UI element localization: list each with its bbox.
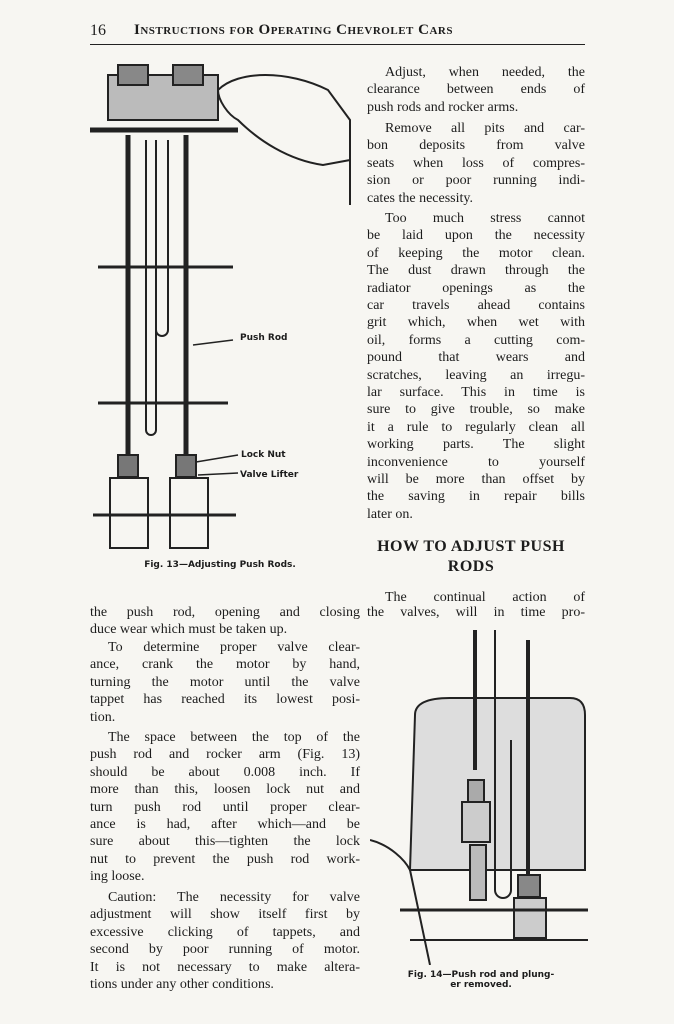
text-line: the valves, will in time pro- [367,605,585,620]
text-line: radiator openings as the [367,280,585,296]
text-line: it a rule to regularly clean all [367,419,585,435]
text-line: will be more than offset by [367,472,585,487]
text-line: sure to give trouble, so make [367,402,585,418]
text-line: seats when loss of compres- [367,155,585,171]
text-line: working parts. The slight [367,437,585,453]
figure-14-illustration [370,630,590,965]
figure-13-illustration [88,60,358,555]
text-line: turn push rod until proper clear- [90,799,360,815]
text-line: It is not necessary to make altera- [90,959,360,975]
text-line: tappet has reached its lowest posi- [90,692,360,708]
text-line: tion. [90,709,116,725]
text-line: sion or poor running indi- [367,173,585,189]
text-line: grit which, when wet with [367,315,585,331]
text-line: Remove all pits and car- [385,121,585,136]
text-line: bon deposits from valve [367,138,585,154]
text-line: ance, crank the motor by hand, [90,657,360,673]
text-line: ance is had, after which—and be [90,817,360,832]
text-line: duce wear which must be taken up. [90,622,288,638]
text-line: should be about 0.008 inch. If [90,764,360,780]
figure-14-caption [372,970,590,990]
figure-14-caption-line: er removed. [450,980,512,990]
text-line: The continual action of [385,590,585,605]
text-line: turning the motor until the valve [90,674,360,690]
running-title: Instructions for Operating Chevrolet Cars [134,22,453,38]
text-line: lar surface. This in time is [367,385,585,400]
text-line: To determine proper valve clear- [108,640,360,655]
text-line: Adjust, when needed, the [385,65,585,80]
page-number: 16 [90,22,106,39]
label-valve-lifter: Valve Lifter [240,470,299,480]
text-line: more than this, loosen lock nut and [90,782,360,798]
text-line: The dust drawn through the [367,263,585,279]
text-line: tions under any other conditions. [90,977,274,992]
text-line: inconvenience to yourself [367,454,585,470]
section-heading: HOW TO ADJUST PUSH [377,538,565,555]
text-line: Caution: The necessity for valve [108,890,360,905]
text-line: clearance between ends of [367,82,585,98]
text-line: the saving in repair bills [367,489,585,505]
text-line: cates the necessity. [367,190,473,206]
text-line: pound that wears and [367,350,585,366]
figure-14-caption-line: Fig. 14—Push rod and plung- [407,970,555,980]
section-heading: RODS [447,558,495,575]
text-line: push rods and rocker arms. [367,99,519,115]
text-line: second by poor running of motor. [90,942,360,958]
text-line: scratches, leaving an irregu- [367,367,585,383]
text-line: car travels ahead contains [367,298,585,313]
figure-13-caption: Fig. 13—Adjusting Push Rods. [144,560,296,570]
text-line: ing loose. [90,869,145,885]
text-line: of keeping the motor clean. [367,245,585,261]
text-line: be laid upon the necessity [367,228,585,244]
label-push-rod: Push Rod [240,333,288,343]
label-lock-nut: Lock Nut [241,450,286,460]
text-line: later on. [367,506,413,522]
text-line: push rod and rocker arm (Fig. 13) [90,747,360,763]
text-line: excessive clicking of tappets, and [90,924,360,940]
text-line: Too much stress cannot [385,211,585,226]
text-line: The space between the top of the [108,730,360,745]
text-line: oil, forms a cutting com- [367,332,585,348]
running-header [90,22,585,45]
text-line: the push rod, opening and closing [90,605,360,620]
text-line: sure about this—tighten the lock [90,834,360,850]
text-line: nut to prevent the push rod work- [90,851,360,867]
text-line: adjustment will show itself first by [90,907,360,923]
